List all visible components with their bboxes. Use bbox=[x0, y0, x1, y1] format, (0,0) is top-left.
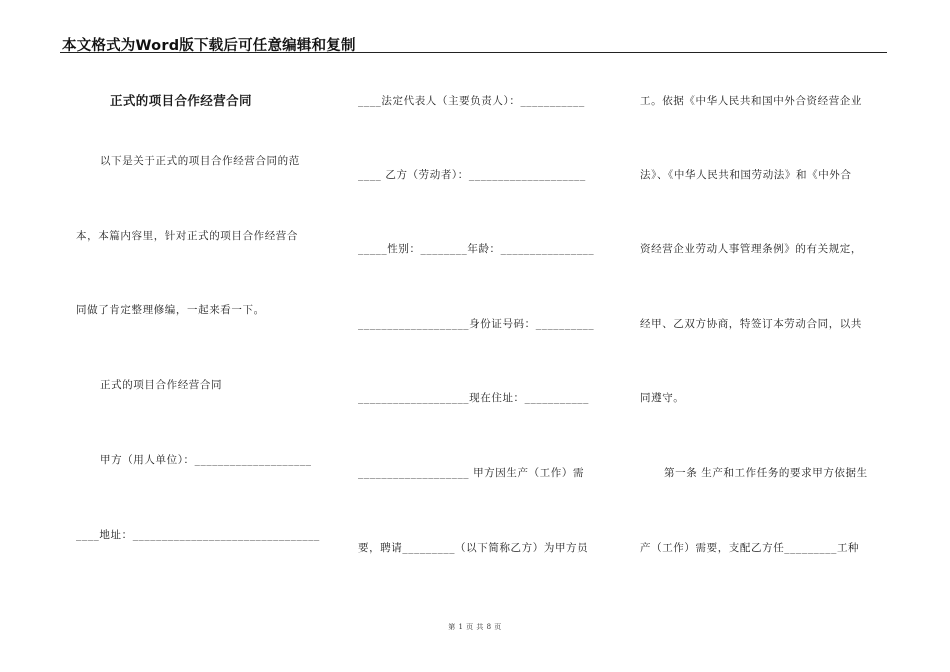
paragraph-line: 法》、《中华人民共和国劳动法》和《中外合 bbox=[640, 169, 852, 181]
form-field-line: ____地址：________________________________ bbox=[76, 529, 320, 541]
form-field-line: ___________________现在住址：___________ bbox=[358, 392, 589, 404]
paragraph-line: 同遵守。 bbox=[640, 392, 685, 404]
page-header-note: 本文格式为Word版下载后可任意编辑和复制 bbox=[62, 38, 356, 54]
paragraph-line: ___________________ 甲方因生产（工作）需 bbox=[358, 467, 585, 479]
paragraph-line: 经甲、乙双方协商，特签订本劳动合同，以共 bbox=[640, 318, 862, 330]
paragraph-line: 本，本篇内容里，针对正式的项目合作经营合 bbox=[76, 230, 298, 242]
form-field-line: ____ 乙方（劳动者）：____________________ bbox=[358, 169, 586, 181]
page-number: 第 1 页 共 8 页 bbox=[448, 623, 502, 631]
document-title: 正式的项目合作经营合同 bbox=[110, 93, 252, 108]
clause-heading-line: 第一条 生产和工作任务的要求甲方依据生 bbox=[664, 467, 868, 479]
form-field-line: ____法定代表人（主要负责人）：___________ bbox=[358, 95, 585, 107]
paragraph-line: 资经营企业劳动人事管理条例》的有关规定， bbox=[640, 243, 862, 255]
paragraph-line: 同做了肯定整理修编，一起来看一下。 bbox=[76, 304, 265, 316]
paragraph-line: 要，聘请_________（以下简称乙方）为甲方员 bbox=[358, 542, 589, 554]
form-field-line: _____性别：________年龄：________________ bbox=[358, 243, 595, 255]
paragraph-line: 正式的项目合作经营合同 bbox=[100, 379, 223, 391]
header-divider bbox=[60, 52, 887, 53]
form-field-line: 甲方（用人单位）：____________________ bbox=[100, 454, 312, 466]
paragraph-line: 工。依据《中华人民共和国中外合资经营企业 bbox=[640, 95, 862, 107]
paragraph-line: 产（工作）需要，支配乙方任_________工种 bbox=[640, 542, 860, 554]
form-field-line: ___________________身份证号码：__________ bbox=[358, 318, 595, 330]
paragraph-line: 以下是关于正式的项目合作经营合同的范 bbox=[100, 155, 300, 167]
